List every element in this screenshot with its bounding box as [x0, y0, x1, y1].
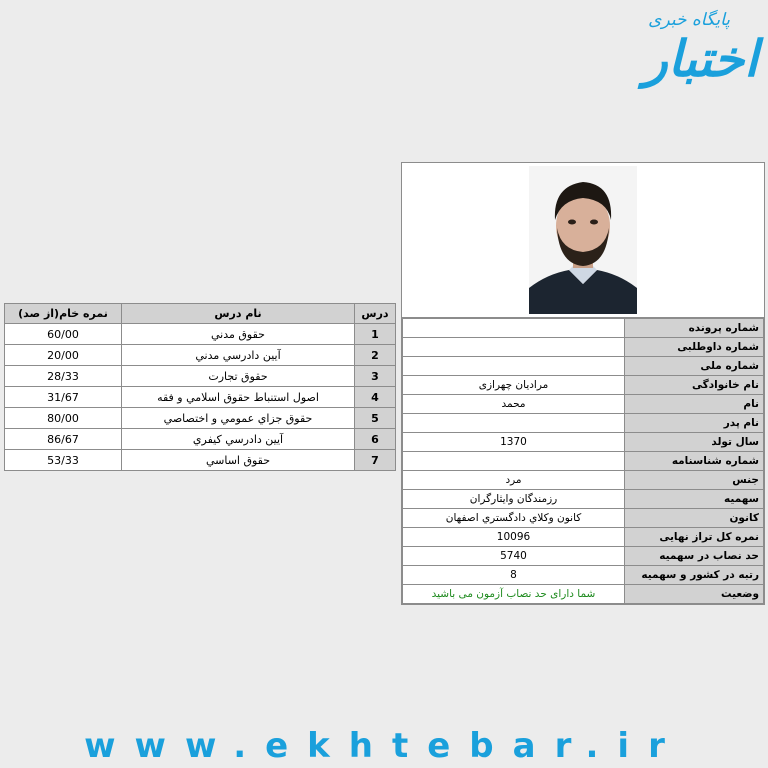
course-score: 20/00 [5, 345, 122, 366]
table-row [5, 387, 396, 408]
info-row [403, 376, 764, 395]
course-number: 2 [355, 345, 396, 366]
logo-subtitle: پایگاه خبری [648, 10, 730, 30]
header-raw-score: نمره خام(از صد) [5, 304, 122, 324]
candidate-profile [401, 162, 765, 605]
course-score: 53/33 [5, 450, 122, 471]
course-score: 80/00 [5, 408, 122, 429]
info-value [403, 414, 625, 433]
info-row [403, 547, 764, 566]
info-row [403, 414, 764, 433]
course-name: حقوق اساسي [122, 450, 355, 471]
info-row [403, 338, 764, 357]
website-url: www.ekhtebar.ir [84, 726, 684, 766]
info-label: نام خانوادگی [625, 376, 764, 395]
info-label: شماره داوطلبی [625, 338, 764, 357]
course-number: 6 [355, 429, 396, 450]
info-value: رزمندگان وایثارگران [403, 490, 625, 509]
course-number: 5 [355, 408, 396, 429]
table-row [5, 408, 396, 429]
info-row [403, 357, 764, 376]
info-row [403, 471, 764, 490]
course-name: حقوق جزاي عمومي و اختصاصي [122, 408, 355, 429]
courses-table [4, 303, 396, 471]
info-row [403, 490, 764, 509]
course-score: 86/67 [5, 429, 122, 450]
info-label: سهمیه [625, 490, 764, 509]
info-label: شماره ملی [625, 357, 764, 376]
course-number: 1 [355, 324, 396, 345]
info-value [403, 319, 625, 338]
table-row [5, 366, 396, 387]
info-label: نمره کل تراز نهایی [625, 528, 764, 547]
table-row [5, 429, 396, 450]
candidate-photo [529, 166, 637, 314]
info-value: 10096 [403, 528, 625, 547]
info-value: مرادیان چهرازی [403, 376, 625, 395]
course-number: 7 [355, 450, 396, 471]
info-label: جنس [625, 471, 764, 490]
course-score: 28/33 [5, 366, 122, 387]
course-name: حقوق مدني [122, 324, 355, 345]
info-label: نام پدر [625, 414, 764, 433]
course-name: آيين دادرسي مدني [122, 345, 355, 366]
header-course-number: درس [355, 304, 396, 324]
photo-cell [402, 163, 764, 318]
info-row [403, 566, 764, 585]
info-label: سال تولد [625, 433, 764, 452]
status-value: شما دارای حد نصاب آزمون می باشید [403, 585, 625, 604]
course-name: آيين دادرسي كيفري [122, 429, 355, 450]
course-score: 31/67 [5, 387, 122, 408]
course-number: 3 [355, 366, 396, 387]
info-value [403, 338, 625, 357]
info-row [403, 395, 764, 414]
info-row [403, 433, 764, 452]
course-name: حقوق تجارت [122, 366, 355, 387]
info-value: 5740 [403, 547, 625, 566]
info-value [403, 452, 625, 471]
info-value: محمد [403, 395, 625, 414]
site-logo [608, 6, 758, 96]
table-row [5, 345, 396, 366]
info-row [403, 509, 764, 528]
courses-header-row [5, 304, 396, 324]
candidate-info-table [402, 318, 764, 604]
info-row [403, 585, 764, 604]
info-value [403, 357, 625, 376]
info-value: 1370 [403, 433, 625, 452]
info-row [403, 319, 764, 338]
header-course-name: نام درس [122, 304, 355, 324]
table-row [5, 450, 396, 471]
info-label: حد نصاب در سهمیه [625, 547, 764, 566]
person-photo-icon [529, 166, 637, 314]
info-value: كانون وكلاي دادگستري اصفهان [403, 509, 625, 528]
course-number: 4 [355, 387, 396, 408]
info-row [403, 452, 764, 471]
info-label: شماره شناسنامه [625, 452, 764, 471]
info-row [403, 528, 764, 547]
course-name: اصول استنباط حقوق اسلامي و فقه [122, 387, 355, 408]
info-value: مرد [403, 471, 625, 490]
info-label: نام [625, 395, 764, 414]
info-label: کانون [625, 509, 764, 528]
info-label: وضعیت [625, 585, 764, 604]
table-row [5, 324, 396, 345]
course-score: 60/00 [5, 324, 122, 345]
info-label: رتبه در کشور و سهمیه [625, 566, 764, 585]
logo-title: اختبار [643, 30, 758, 88]
info-value: 8 [403, 566, 625, 585]
info-label: شماره پرونده [625, 319, 764, 338]
